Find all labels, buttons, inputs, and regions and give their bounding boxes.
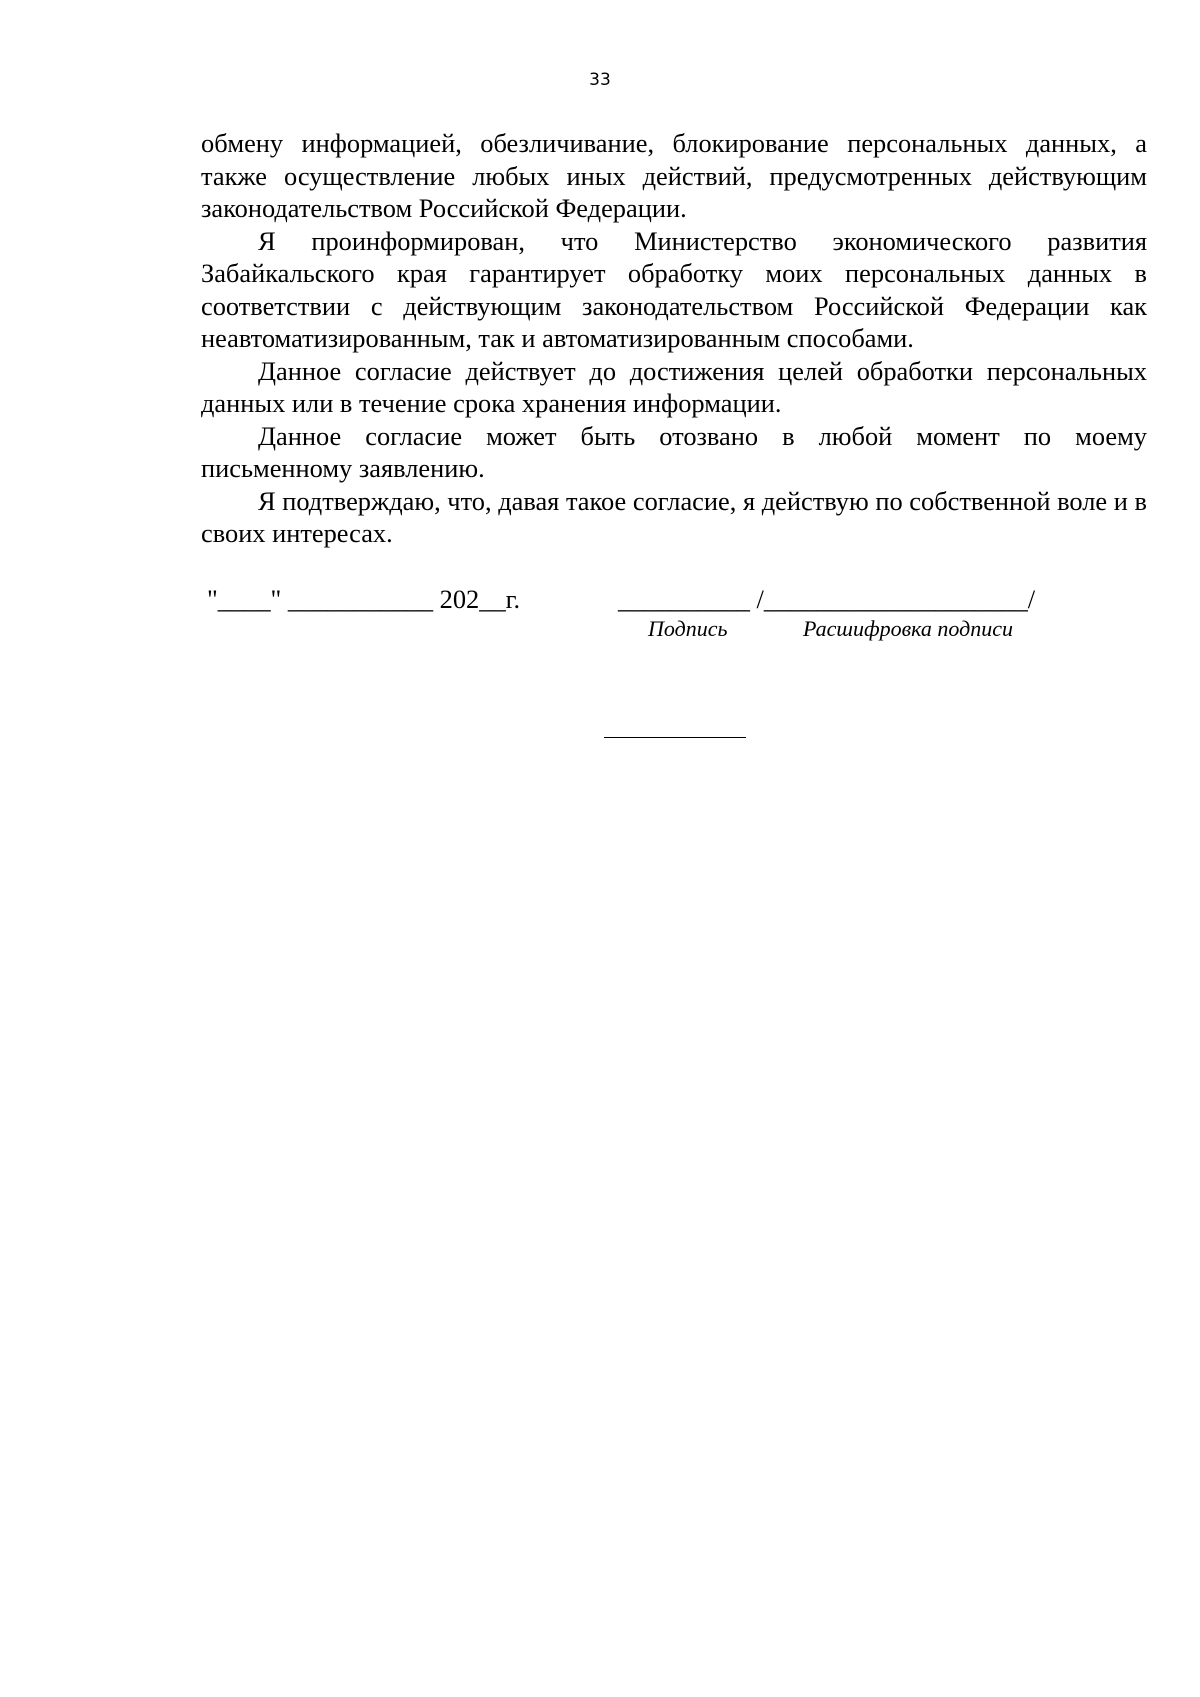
paragraph-continuation: обмену информацией, обезличивание, блокирование персональных данных, а также осуществление любых иных действий, предусмотренных действующим законодательством Российской Федерации. (201, 128, 1147, 223)
page-number: 33 (589, 70, 611, 90)
end-divider (604, 737, 746, 738)
document-body (201, 127, 1147, 550)
paragraph-informed: Я проинформирован, что Министерство экономического развития Забайкальского края гарантирует обработку моих персональных данных в соответствии с действующим законодательством Российской Федерации как неавтоматизированным, так и автоматизированным способами. (201, 225, 1147, 353)
paragraph-validity: Данное согласие действует до достижения целей обработки персональных данных или в течение срока хранения информации. (201, 355, 1147, 418)
decryption-caption: Расшифровка подписи (803, 616, 1013, 641)
signature-caption: Подпись (648, 616, 728, 641)
date-line: "____" ___________ 202__г. (207, 584, 521, 614)
paragraph-confirmation: Я подтверждаю, что, давая такое согласие, я действую по собственной воле и в своих интересах. (201, 485, 1147, 548)
signature-line: __________ /____________________/ (618, 584, 1036, 614)
paragraph-revocation: Данное согласие может быть отозвано в любой момент по моему письменному заявлению. (201, 420, 1147, 483)
signature-row (0, 584, 1200, 644)
